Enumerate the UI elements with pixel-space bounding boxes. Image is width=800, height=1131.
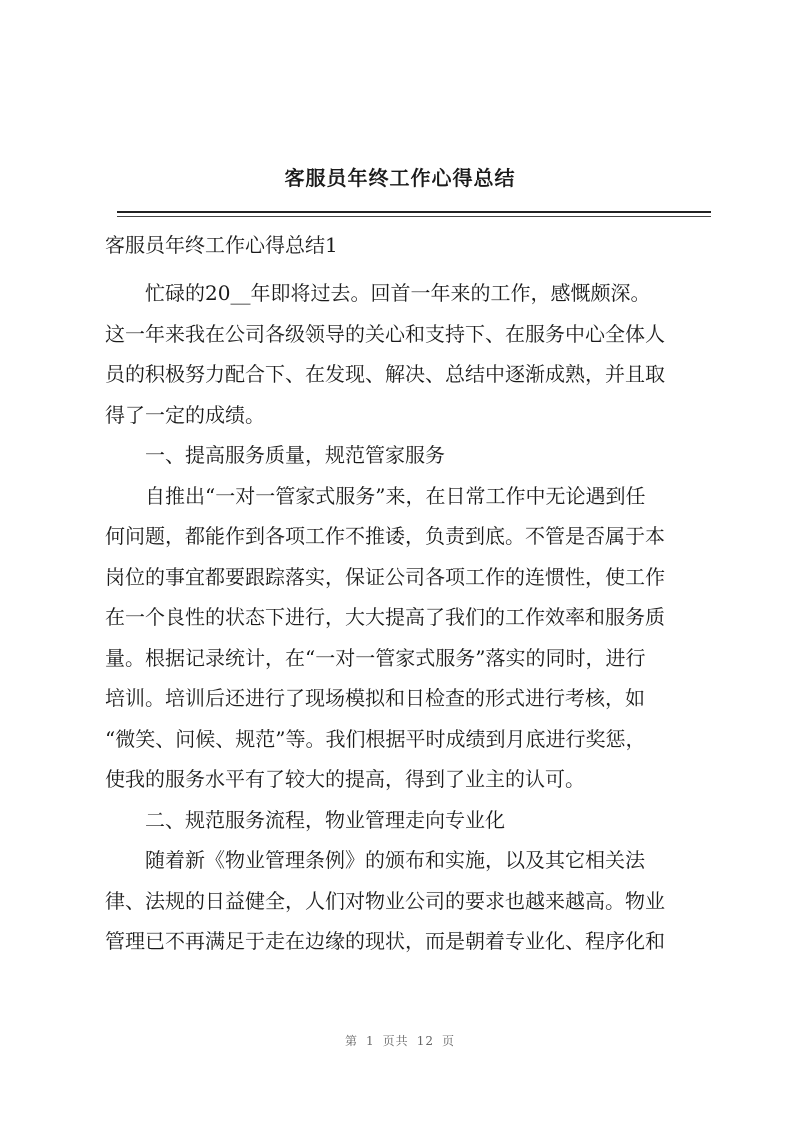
text-line: 量。根据记录统计，在“一对一管家式服务”落实的同时，进行 [105, 645, 646, 670]
subheading-line: 一、提高服务质量，规范管家服务 [105, 443, 445, 467]
text-line: 使我的服务水平有了较大的提高，得到了业主的认可。 [105, 767, 585, 791]
text-line: 自推出“一对一管家式服务”来，在日常工作中无论遇到任 [105, 483, 646, 508]
text-line: 岗位的事宜都要跟踪落实，保证公司各项工作的连惯性，使工作 [105, 564, 665, 589]
text-line: 随着新《物业管理条例》的颁布和实施，以及其它相关法 [105, 848, 645, 872]
text-line: 律、法规的日益健全，人们对物业公司的要求也越来越高。物业 [105, 888, 665, 913]
title-divider-thin [117, 216, 711, 217]
section-heading: 客服员年终工作心得总结1 [105, 233, 338, 257]
text-line: 员的积极努力配合下、在发现、解决、总结中逐渐成熟，并且取 [105, 362, 665, 386]
text-line: 管理已不再满足于走在边缘的现状，而是朝着专业化、程序化和 [105, 929, 665, 953]
title-divider-thick [117, 211, 711, 213]
page-footer [0, 1032, 800, 1049]
document-title: 客服员年终工作心得总结 [284, 166, 516, 190]
body-text [105, 273, 713, 962]
text-line: 得了一定的成绩。 [105, 402, 265, 427]
text-line: 这一年来我在公司各级领导的关心和支持下、在服务中心全体人 [105, 321, 665, 346]
text-line: 在一个良性的状态下进行，大大提高了我们的工作效率和服务质 [105, 605, 665, 629]
text-line: 何问题，都能作到各项工作不推诿，负责到底。不管是否属于本 [105, 524, 665, 548]
page-label-suffix: 页 [441, 1034, 455, 1048]
total-pages-number: 12 [416, 1034, 434, 1048]
text-line: 忙碌的20__年即将过去。回首一年来的工作，感慨颇深。 [105, 281, 651, 305]
text-line: 培训。培训后还进行了现场模拟和日检查的形式进行考核，如 [105, 686, 645, 710]
text-line: “微笑、问候、规范”等。我们根据平时成绩到月底进行奖惩， [105, 726, 646, 751]
current-page-number: 1 [366, 1034, 375, 1048]
page-label-mid: 页共 [382, 1034, 409, 1048]
subheading-line: 二、规范服务流程，物业管理走向专业化 [105, 807, 505, 832]
page-label-prefix: 第 [345, 1034, 359, 1048]
